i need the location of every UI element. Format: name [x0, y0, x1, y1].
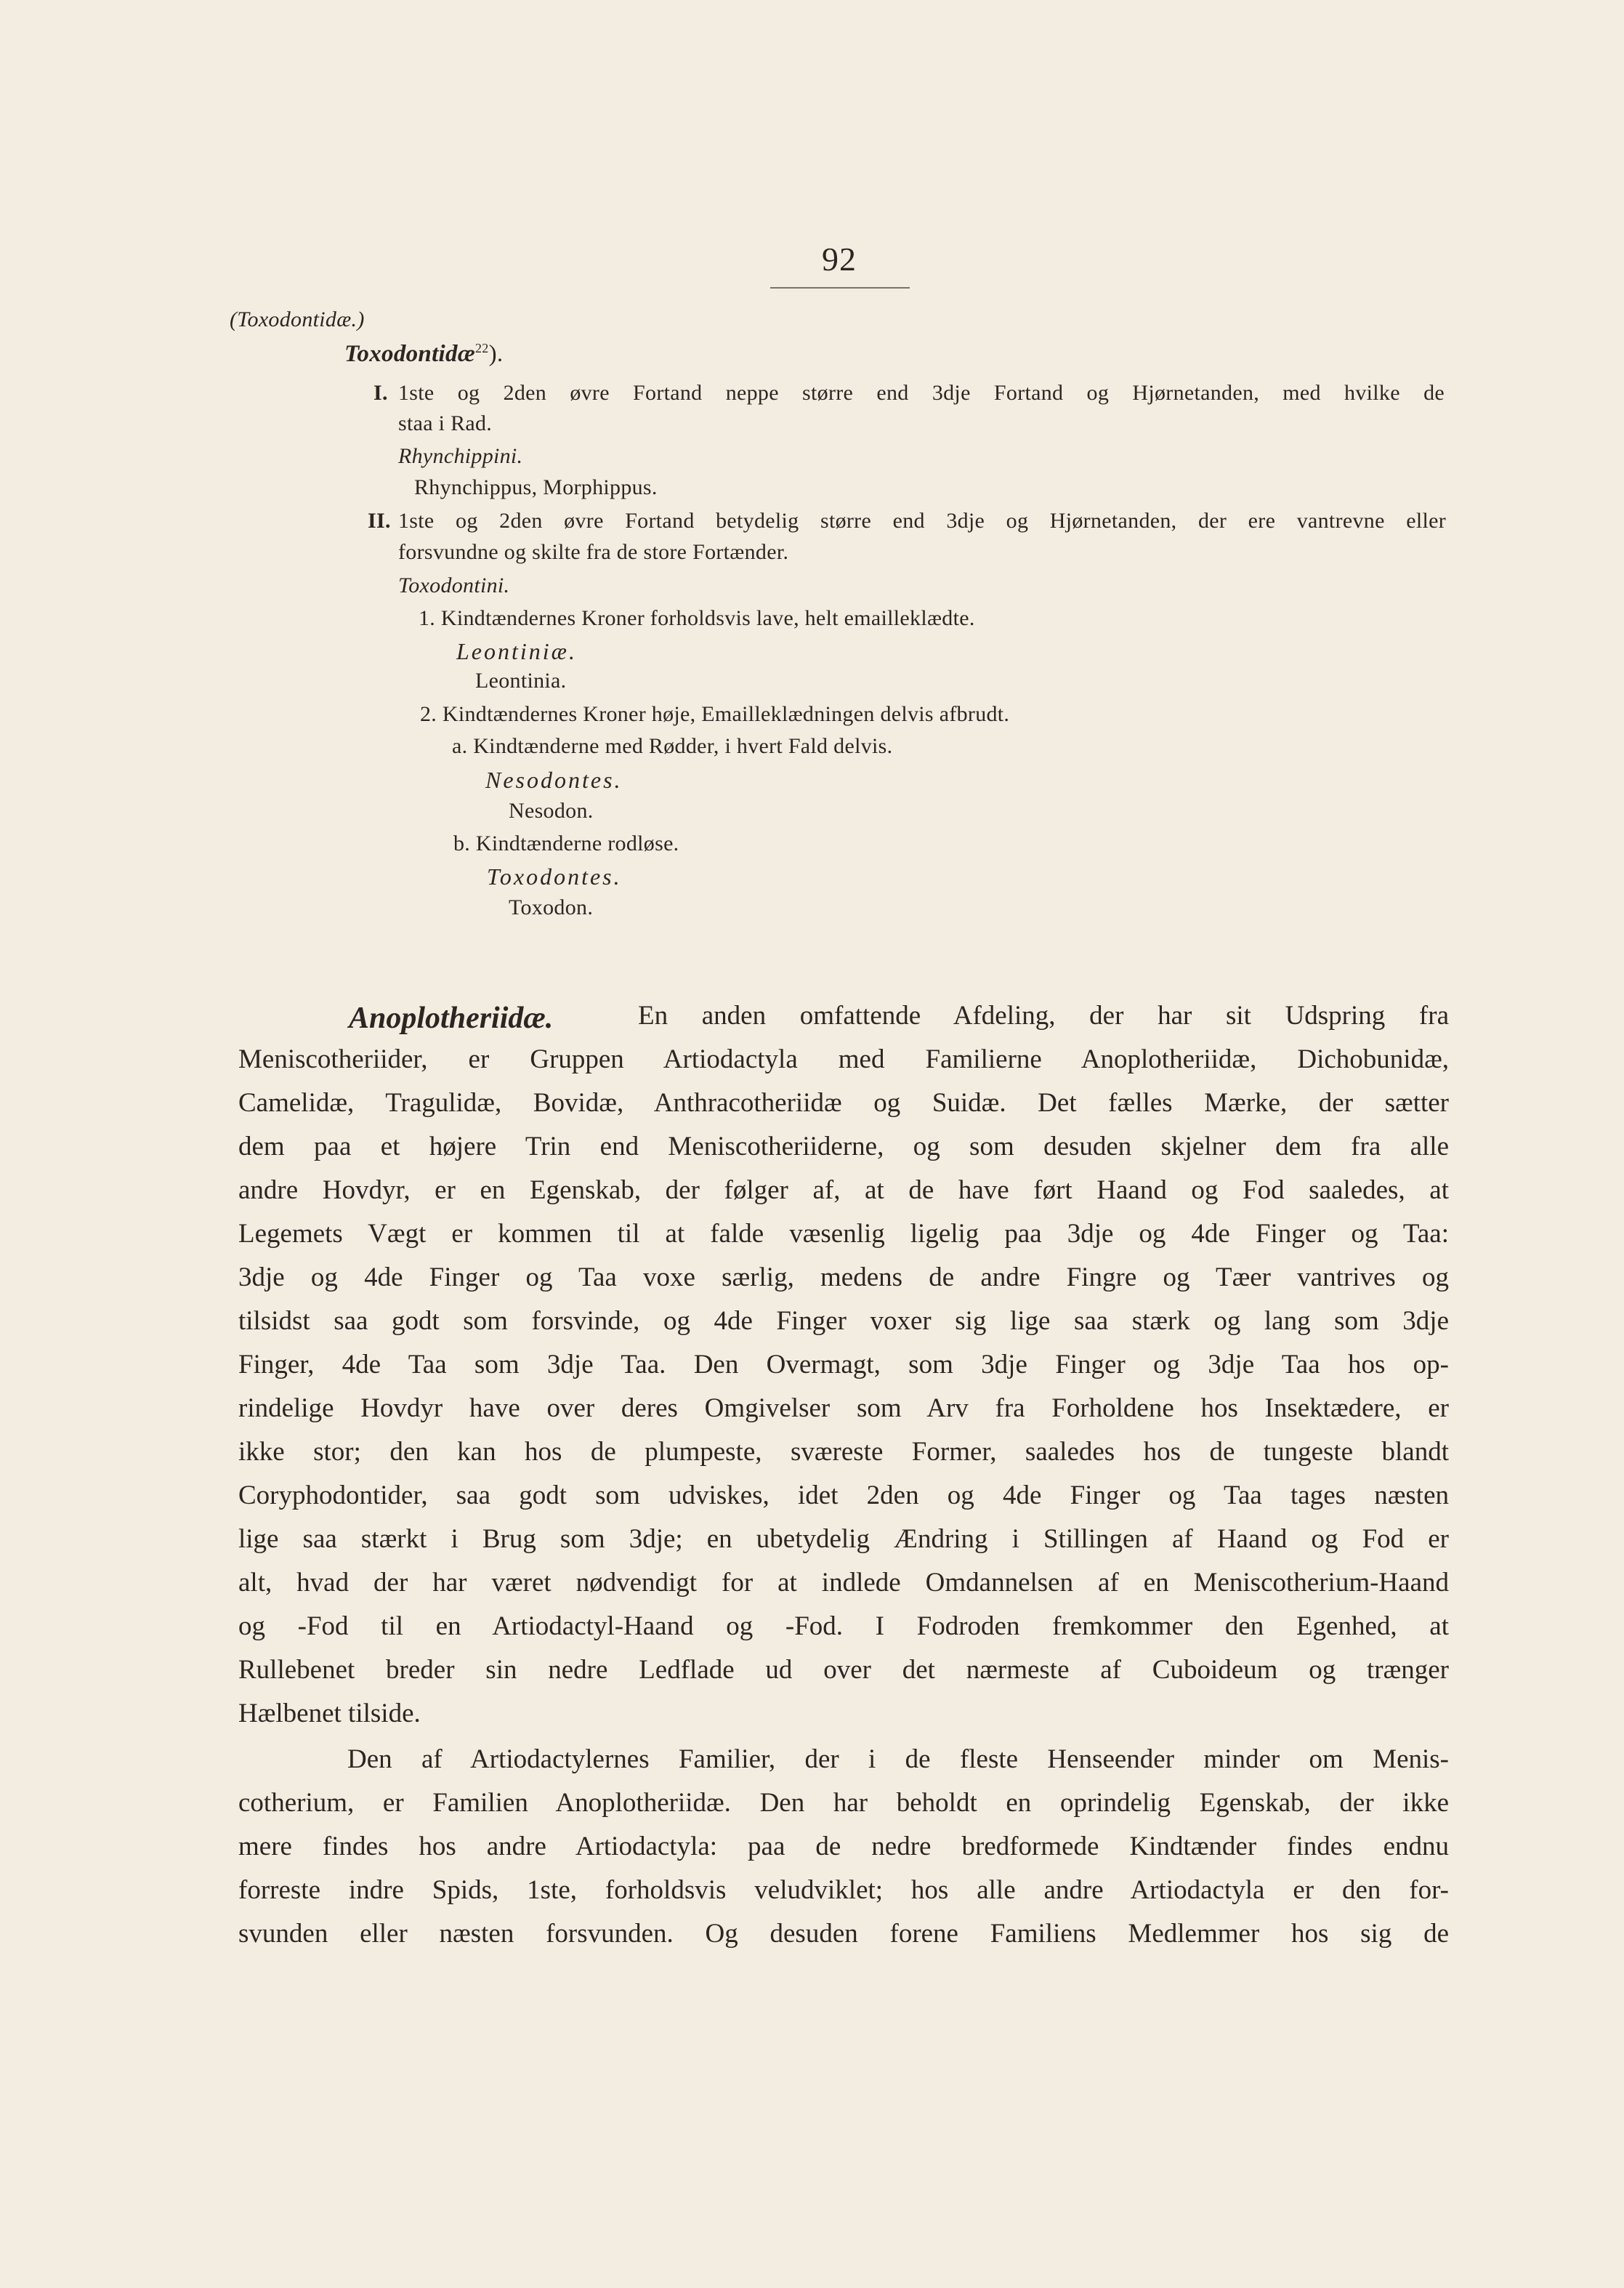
page-number-rule: [770, 287, 910, 289]
outline-item: b. Kindtænderne rodløse.: [453, 831, 679, 855]
body-line: Camelidæ, Tragulidæ, Bovidæ, Anthracotheriidæ og Suidæ. Det fælles Mærke, der sætter: [238, 1088, 1449, 1118]
body-line: rindelige Hovdyr have over deres Omgivelser som Arv fra Forholdene hos Insektædere, er: [238, 1393, 1449, 1423]
body-line: Finger, 4de Taa som 3dje Taa. Den Overmagt, som 3dje Finger og 3dje Taa hos op-: [238, 1350, 1449, 1379]
outline-item: a. Kindtænderne med Rødder, i hvert Fald delvis.: [452, 734, 893, 758]
outline-group: Leontiniæ.: [456, 638, 578, 664]
outline-line: forsvundne og skilte fra de store Fortænder.: [398, 540, 789, 564]
outline-line: 1ste og 2den øvre Fortand betydelig større end 3dje og Hjørnetanden, der ere vantrevne eller: [398, 509, 1446, 533]
body-line: Den af Artiodactylernes Familier, der i de fleste Henseender minder om Menis-: [347, 1744, 1449, 1774]
outline-marker-II: II.: [368, 509, 391, 533]
body-line: tilsidst saa godt som forsvinde, og 4de Finger voxer sig lige saa stærk og lang som 3dje: [238, 1306, 1449, 1336]
body-line: forreste indre Spids, 1ste, forholdsvis veludviklet; hos alle andre Artiodactyla er den for-: [238, 1875, 1449, 1905]
family-heading-close: ).: [488, 341, 504, 367]
body-line: En anden omfattende Afdeling, der har sit Udspring fra: [638, 1001, 1449, 1031]
body-line: og -Fod til en Artiodactyl-Haand og -Fod. I Fodroden fremkommer den Egenhed, at: [238, 1611, 1449, 1641]
body-line: mere findes hos andre Artiodactyla: paa de nedre bredformede Kindtænder findes endnu: [238, 1832, 1449, 1861]
outline-genus: Rhynchippus, Morphippus.: [414, 475, 658, 499]
body-line: svunden eller næsten forsvunden. Og desuden forene Familiens Medlemmer hos sig de: [238, 1919, 1449, 1949]
body-line: andre Hovdyr, er en Egenskab, der følger af, at de have ført Haand og Fod saaledes, at: [238, 1175, 1449, 1205]
outline-tribe: Rhynchippini.: [398, 444, 523, 468]
outline-genus: Nesodon.: [509, 799, 594, 823]
family-heading-text: Toxodontidæ: [344, 341, 475, 367]
outline-line: staa i Rad.: [398, 411, 493, 435]
body-line: dem paa et højere Trin end Meniscotheriiderne, og som desuden skjelner dem fra alle: [238, 1132, 1449, 1161]
outline-family-heading: [344, 342, 503, 366]
body-line: Coryphodontider, saa godt som udviskes, idet 2den og 4de Finger og Taa tages næsten: [238, 1481, 1449, 1510]
outline-context: (Toxodontidæ.): [230, 307, 365, 331]
outline-genus: Toxodon.: [509, 895, 594, 919]
outline-item: 2. Kindtændernes Kroner høje, Emailleklædningen delvis afbrudt.: [420, 702, 1010, 726]
outline-group: Nesodontes.: [485, 767, 623, 793]
outline-line: 1ste og 2den øvre Fortand neppe større end 3dje Fortand og Hjørnetanden, med hvilke de: [398, 381, 1445, 405]
body-line: Meniscotheriider, er Gruppen Artiodactyla med Familierne Anoplotheriidæ, Dichobunidæ,: [238, 1044, 1449, 1074]
outline-marker-I: I.: [373, 381, 388, 405]
body-line: Rullebenet breder sin nedre Ledflade ud over det nærmeste af Cuboideum og trænger: [238, 1655, 1449, 1685]
section-heading: Anoplotheriidæ.: [349, 1002, 554, 1035]
body-line: Legemets Vægt er kommen til at falde væsenlig ligelig paa 3dje og 4de Finger og Taa:: [238, 1219, 1449, 1249]
body-line: alt, hvad der har været nødvendigt for at indlede Omdannelsen af en Meniscotherium-Haand: [238, 1568, 1449, 1598]
outline-group: Toxodontes.: [487, 863, 622, 890]
body-line: 3dje og 4de Finger og Taa voxe særlig, medens de andre Fingre og Tæer vantrives og: [238, 1262, 1449, 1292]
body-line: Hælbenet tilside.: [238, 1699, 421, 1728]
page-number: 92: [822, 241, 857, 278]
outline-tribe: Toxodontini.: [398, 573, 510, 597]
footnote-ref: 22: [474, 341, 489, 355]
body-line: cotherium, er Familien Anoplotheriidæ. Den har beholdt en oprindelig Egenskab, der ikke: [238, 1788, 1449, 1818]
body-line: lige saa stærkt i Brug som 3dje; en ubetydelig Ændring i Stillingen af Haand og Fod er: [238, 1524, 1449, 1554]
outline-genus: Leontinia.: [475, 669, 567, 693]
outline-item: 1. Kindtændernes Kroner forholdsvis lave, helt emailleklædte.: [419, 606, 975, 630]
body-line: ikke stor; den kan hos de plumpeste, sværeste Former, saaledes hos de tungeste blandt: [238, 1437, 1449, 1467]
